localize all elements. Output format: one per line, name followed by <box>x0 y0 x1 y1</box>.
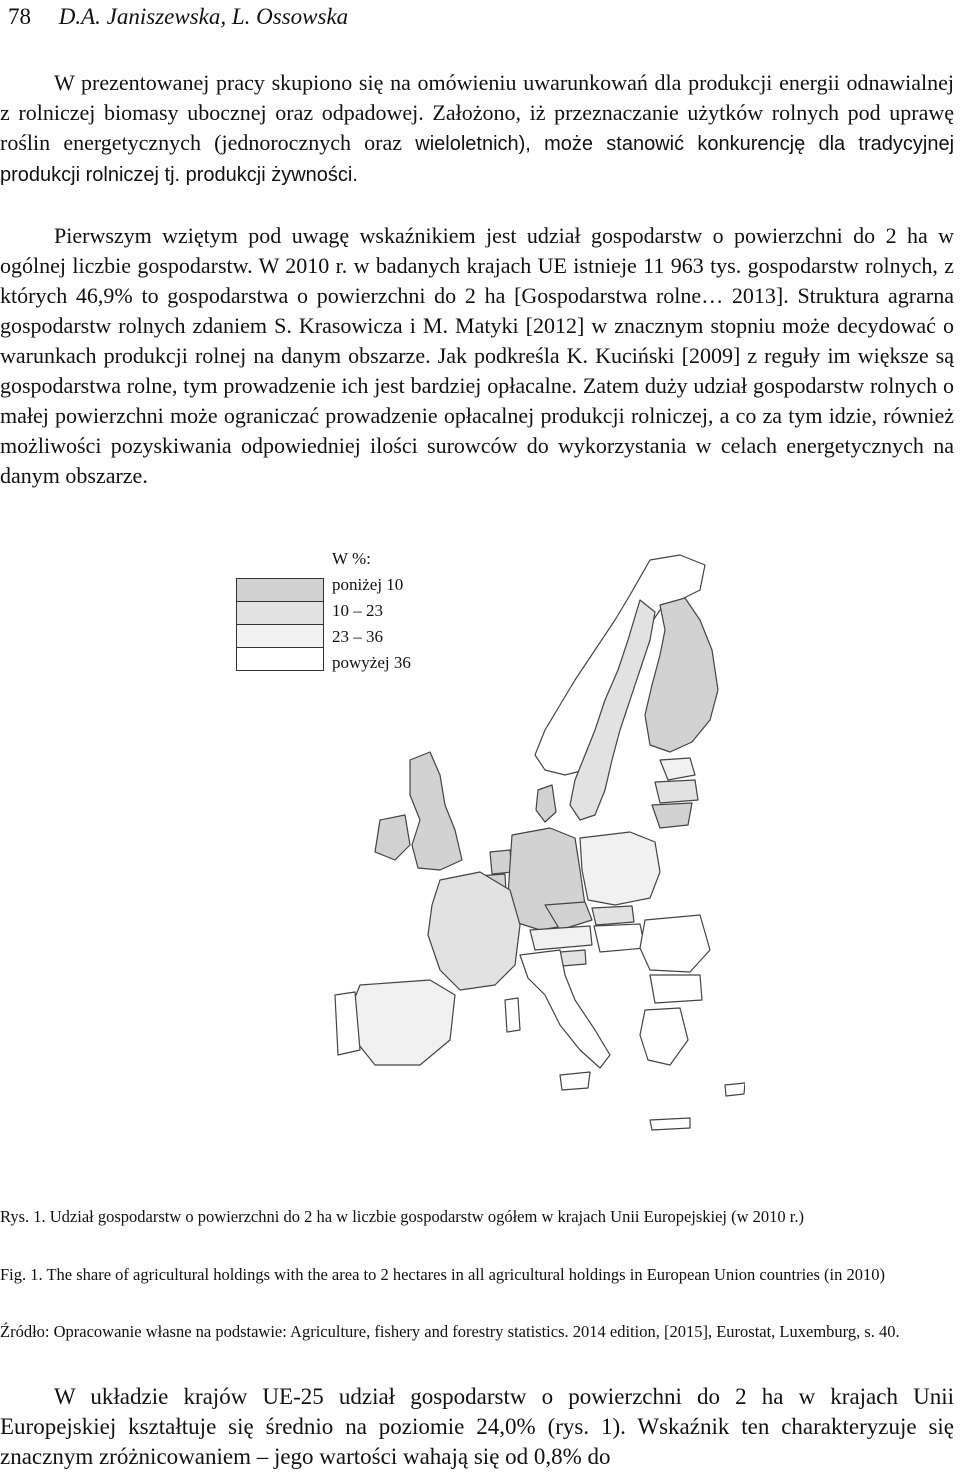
map-region-slovakia <box>592 906 634 925</box>
body-paragraph-3: W układzie krajów UE-25 udział gospodarstw o powierzchni do 2 ha w krajach Unii Europejskiej kształtuje się średnio na poziomie 24,0% (rys. 1). Wskaźnik ten charakteryzuje się znacznym zróżnicowaniem – jego wartości wahają się od 0,8% do <box>0 1384 954 1469</box>
map-region-united-kingdom <box>410 752 462 870</box>
body-paragraph-1-part2: wieloletnich), może stanowić konkurencję dla tradycyjnej produkcji rolniczej tj. produkcji żywności. <box>0 133 955 186</box>
body-paragraph-1 <box>0 68 954 190</box>
map-region-greece <box>640 1008 688 1065</box>
map-region-crete <box>650 1118 690 1130</box>
map-region-lithuania <box>652 803 692 828</box>
map-region-hungary <box>594 924 645 952</box>
legend-title: W %: <box>332 549 371 568</box>
map-region-latvia <box>655 780 698 803</box>
body-paragraph-2: Pierwszym wziętym pod uwagę wskaźnikiem jest udział gospodarstw o powierzchni do 2 ha w ogólnej liczbie gospodarstw. W 2010 r. w badanych krajach UE istnieje 11 963 tys. gospodarstw rolnych, z których 46,9% to gospodarstwa o powierzchni do 2 ha [Gospodarstwa rolne… 2013]. Struktura agrarna gospodarstw rolnych zdaniem S. Krasowicza i M. Matyki [2012] w znacznym stopniu może decydować o warunkach produkcji rolnej na danym obszarze. Jak podkreśla K. Kuciński [2009] z reguły im większe są gospodarstwa rolne, tym prowadzenie ich jest bardziej opłacalne. Zatem duży udział gospodarstw rolnych o małej powierzchni może ograniczać prowadzenie opłacalnej produkcji rolniczej, a co za tym idzie, również możliwości pozyskiwania odpowiedniej ilości surowców do wykorzystania w celach energetycznych na danym obszarze. <box>0 223 954 488</box>
legend-label-3: 23 – 36 <box>332 627 383 646</box>
map-region-slovenia <box>560 950 586 966</box>
map-region-france <box>428 872 520 990</box>
running-header <box>8 4 348 30</box>
map-region-sardinia <box>505 998 520 1032</box>
body-paragraph-1-part1: W prezentowanej pracy skupiono się na omówieniu uwarunkowań dla produkcji energii odnawialnej z rolniczej biomasy ubocznej oraz odpadowej. Założono, iż przeznaczanie użytków rolnych pod uprawę roślin energetycznych (jednorocznych oraz <box>0 70 954 155</box>
eu-map <box>225 548 745 1188</box>
map-region-poland <box>580 832 660 905</box>
map-region-portugal <box>335 992 360 1055</box>
legend-label-1: poniżej 10 <box>332 575 404 594</box>
figure-source: Źródło: Opracowanie własne na podstawie: Agriculture, fishery and forestry statistics. 2014 edition, [2015], Eurostat, Luxemburg, s. 40. <box>0 1322 900 1341</box>
map-region-spain <box>350 980 455 1065</box>
map-region-cyprus <box>725 1083 745 1096</box>
map-region-bulgaria <box>650 975 702 1003</box>
map-region-netherlands <box>490 850 512 874</box>
figure-caption-en: Fig. 1. The share of agricultural holdings with the area to 2 hectares in all agricultural holdings in European Union countries (in 2010) <box>0 1265 885 1284</box>
legend-label-4: powyżej 36 <box>332 653 411 672</box>
figure-caption-pl: Rys. 1. Udział gospodarstw o powierzchni do 2 ha w liczbie gospodarstw ogółem w krajach Unii Europejskiej (w 2010 r.) <box>0 1207 805 1226</box>
map-region-austria <box>530 926 592 950</box>
map-region-romania <box>640 915 710 972</box>
legend-label-2: 10 – 23 <box>332 601 383 620</box>
map-region-sicily <box>560 1072 590 1090</box>
map-region-denmark <box>536 785 556 822</box>
running-header-authors: D.A. Janiszewska, L. Ossowska <box>58 4 349 29</box>
page-number: 78 <box>8 4 31 29</box>
map-region-ireland <box>375 815 410 860</box>
map-region-finland <box>645 598 718 752</box>
map-region-italy <box>520 950 610 1068</box>
map-region-estonia <box>660 758 695 780</box>
